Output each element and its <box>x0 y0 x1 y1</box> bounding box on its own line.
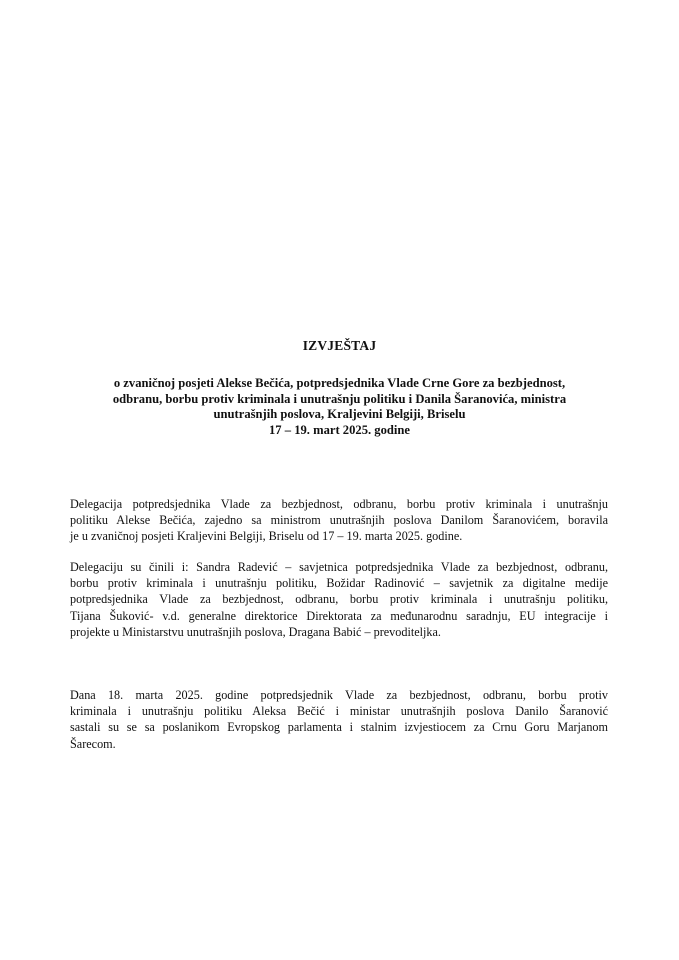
report-title: IZVJEŠTAJ <box>302 338 377 353</box>
paragraph-line: Tijana Šuković- v.d. generalne direktorice Direktorata za međunarodnu saradnju, EU integracije i <box>70 608 608 623</box>
paragraph-line: Dana 18. marta 2025. godine potpredsjednik Vlade za bezbjednost, odbranu, borbu protiv <box>70 688 608 702</box>
paragraph-line: politiku Alekse Bečića, zajedno sa ministrom unutrašnjih poslova Danilom Šaranovićem, boravila <box>70 513 608 528</box>
subtitle-line: unutrašnjih poslova, Kraljevini Belgiji, Briselu <box>213 407 466 421</box>
paragraph-line: projekte u Ministarstvu unutrašnjih poslova, Dragana Babić – prevoditeljka. <box>70 624 441 639</box>
paragraph-delegation-visit <box>70 496 608 545</box>
paragraph-delegation-members <box>70 559 608 640</box>
paragraph-meeting <box>70 687 608 752</box>
subtitle-line: o zvaničnoj posjeti Alekse Bečića, potpredsjednika Vlade Crne Gore za bezbjednost, <box>113 376 566 390</box>
paragraph-line: Šarecom. <box>70 736 116 751</box>
paragraph-line: Delegacija potpredsjednika Vlade za bezbjednost, odbranu, borbu protiv kriminala i unutrašnju <box>70 497 608 511</box>
subtitle-date: 17 – 19. mart 2025. godine <box>269 422 410 437</box>
paragraph-line: potpredsjednika Vlade za bezbjednost, odbranu, borbu protiv kriminala i unutrašnju politiku, <box>70 592 608 607</box>
subtitle-line: odbranu, borbu protiv kriminala i unutrašnju politiku i Danila Šaranovića, ministra <box>112 391 567 406</box>
paragraph-line: borbu protiv kriminala i unutrašnju politiku, Božidar Radinović – savjetnik za digitalne medije <box>70 576 608 591</box>
paragraph-line: Delegaciju su činili i: Sandra Radević – savjetnica potpredsjednika Vlade za bezbjednost, odbranu, <box>70 560 608 574</box>
paragraph-line: sastali su se sa poslanikom Evropskog parlamenta i stalnim izvjestiocem za Crnu Goru Marjanom <box>70 720 608 735</box>
report-subtitle <box>60 376 619 438</box>
paragraph-line: je u zvaničnoj posjeti Kraljevini Belgiji, Briselu od 17 – 19. marta 2025. godine. <box>70 529 463 544</box>
paragraph-line: kriminala i unutrašnju politiku Aleksa Bečić i ministar unutrašnjih poslova Danilo Šaranović <box>70 704 608 719</box>
